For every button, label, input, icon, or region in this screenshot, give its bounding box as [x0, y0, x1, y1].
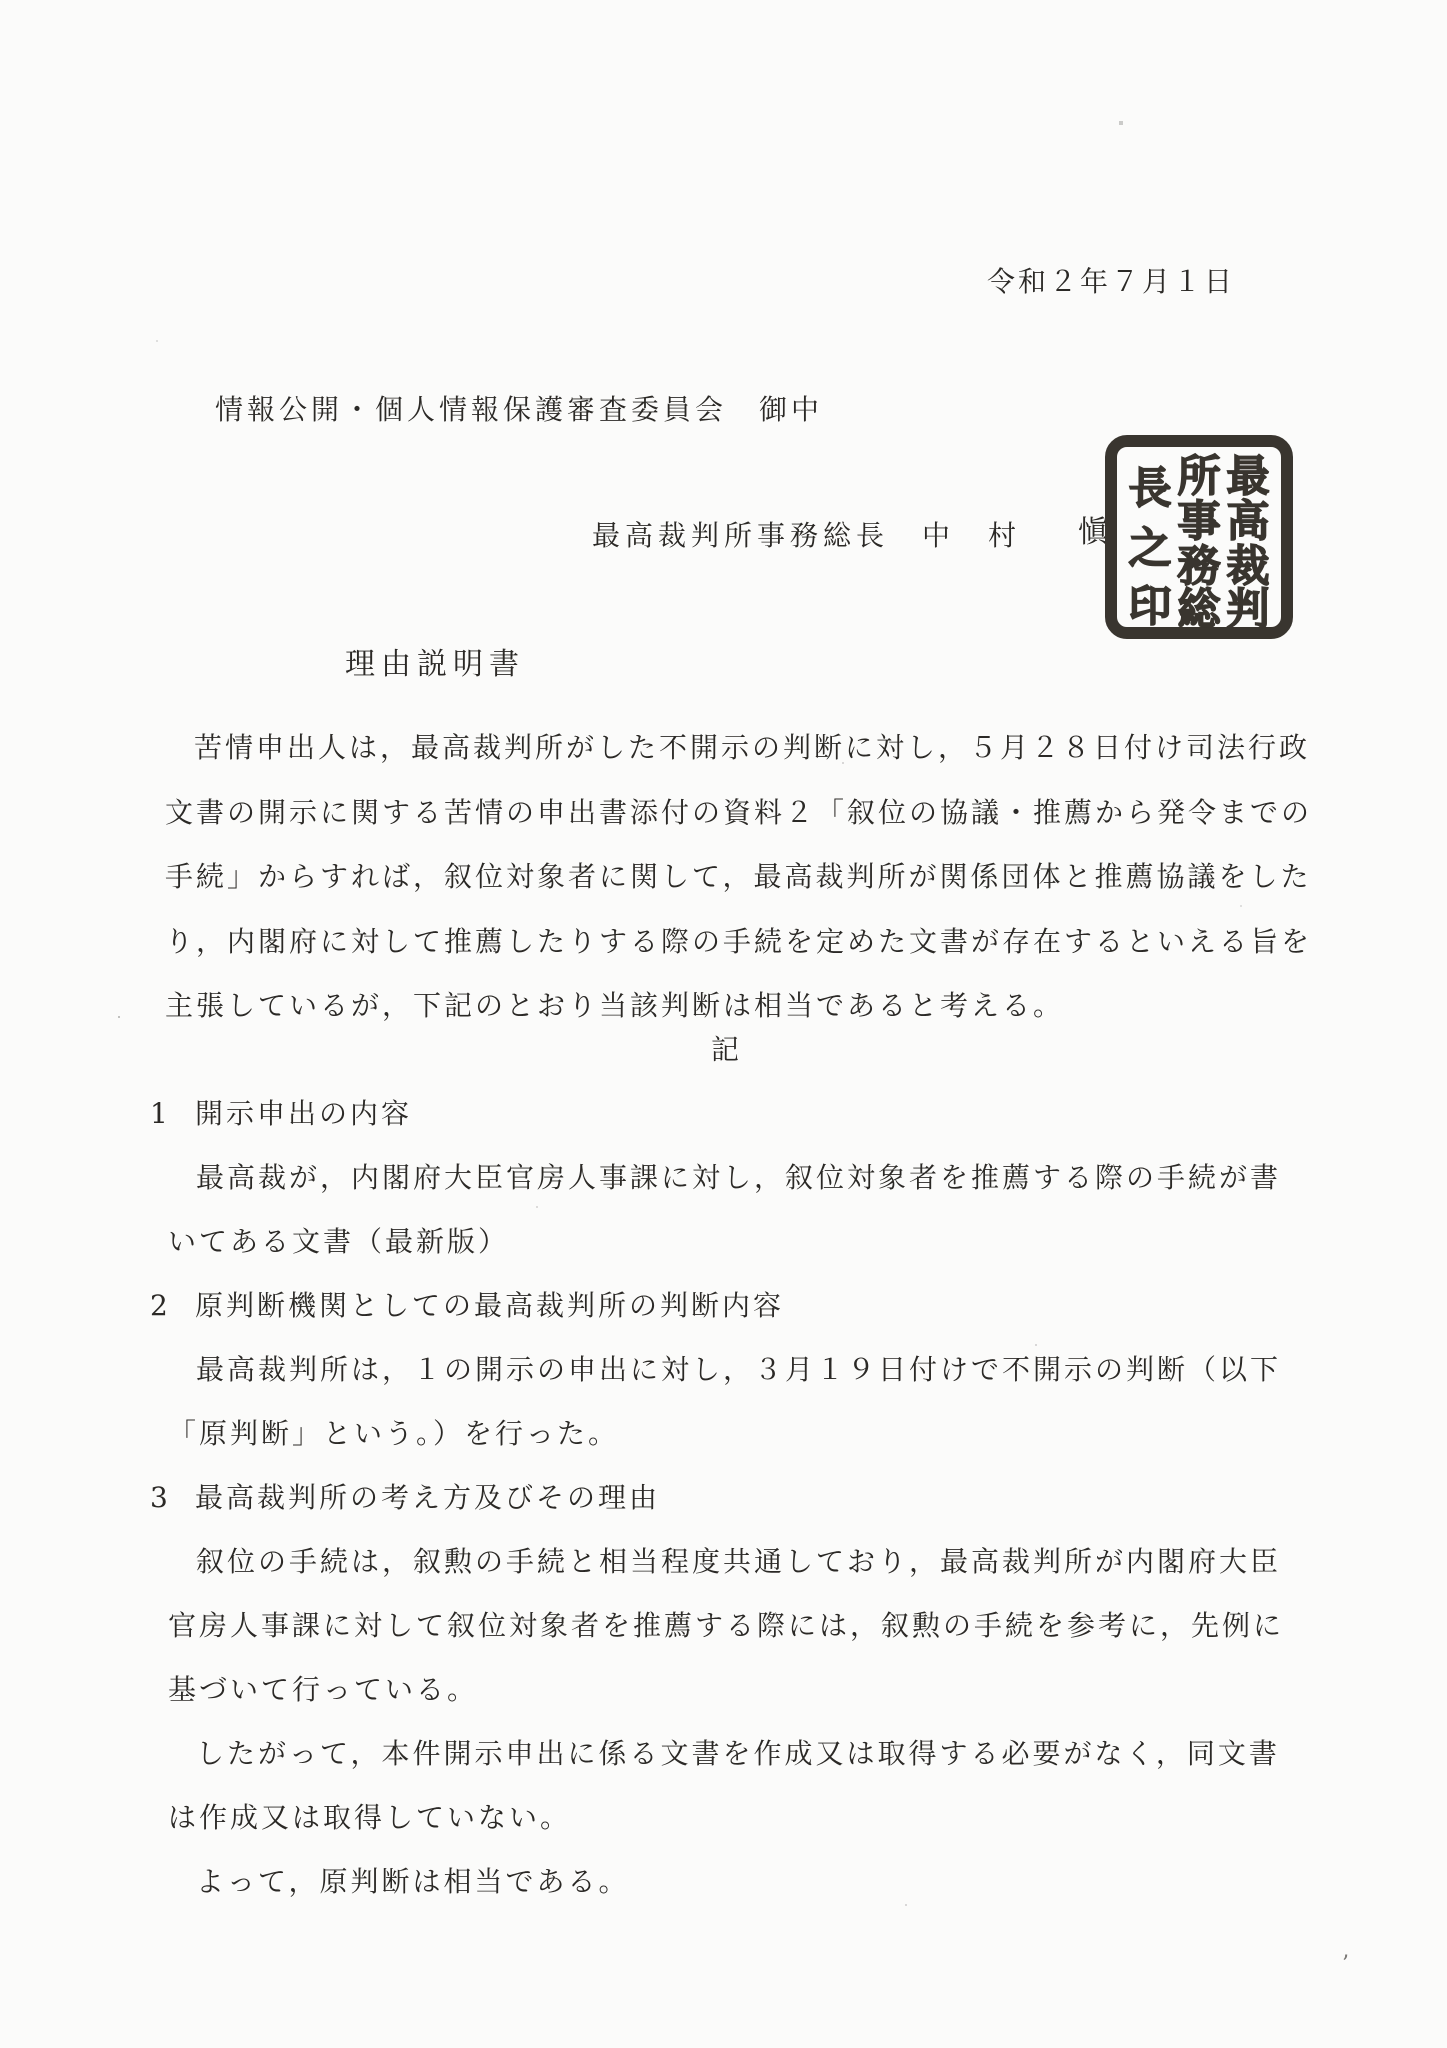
seal-graphic: [1103, 433, 1295, 641]
scan-noise-specks: [0, 0, 2, 2]
section-2-body-line: 最高裁判所は，１の開示の申出に対し，３月１９日付けで不開示の判断（以下: [196, 1353, 1282, 1386]
seal-glyph: 長: [1128, 464, 1172, 514]
section-3-number: 3: [150, 1481, 171, 1514]
official-seal-stamp: [1103, 433, 1295, 641]
section-3-body-line: 叙位の手続は，叙勲の手続と相当程度共通しており，最高裁判所が内閣府大臣: [196, 1545, 1282, 1578]
intro-line: り，内閣府に対して推薦したりする際の手続を定めた文書が存在するといえる旨を: [165, 924, 1313, 958]
section-2-number: 2: [150, 1289, 171, 1322]
section-3-body-line: は作成又は取得していない。: [168, 1801, 572, 1834]
section-3-body-line: したがって，本件開示申出に係る文書を作成又は取得する必要がなく，同文書: [196, 1737, 1280, 1770]
section-3-title: 最高裁判所の考え方及びその理由: [195, 1481, 661, 1514]
seal-glyph: 裁: [1226, 542, 1270, 592]
section-3-body-line: 基づいて行っている。: [168, 1673, 479, 1706]
section-1-body-line: いてある文書（最新版）: [168, 1225, 510, 1258]
seal-glyph: 総: [1177, 585, 1221, 635]
section-3-body-line: よって，原判断は相当である。: [196, 1865, 630, 1898]
seal-glyph: 之: [1128, 524, 1172, 574]
intro-line: 苦情申出人は，最高裁判所がした不開示の判断に対し，５月２８日付け司法行政: [194, 731, 1311, 764]
section-3-body-line: 官房人事課に対して叙位対象者を推薦する際には，叙勲の手続を参考に，先例に: [168, 1609, 1285, 1642]
seal-glyph: 事: [1177, 497, 1221, 547]
document-date: 令和２年７月１日: [986, 265, 1235, 298]
section-2-body-line: 「原判断」という。）を行った。: [168, 1417, 620, 1450]
seal-glyph: 判: [1226, 585, 1270, 635]
seal-glyph: 最: [1226, 452, 1270, 502]
section-3-heading: [150, 1481, 661, 1514]
sender-given-name: 愼: [1078, 515, 1111, 550]
section-1-body-line: 最高裁が，内閣府大臣官房人事課に対し，叙位対象者を推薦する際の手続が書: [196, 1161, 1282, 1194]
section-2-title: 原判断機関としての最高裁判所の判断内容: [195, 1289, 785, 1322]
seal-glyph: 務: [1177, 542, 1221, 592]
intro-line: 手続」からすれば，叙位対象者に関して，最高裁判所が関係団体と推薦協議をした: [165, 860, 1312, 893]
section-1-number: 1: [150, 1097, 171, 1130]
intro-line: 文書の開示に関する苦情の申出書添付の資料２「叙位の協議・推薦から発令までの: [165, 795, 1313, 829]
seal-glyph: 高: [1226, 497, 1270, 547]
intro-line: 主張しているが，下記のとおり当該判断は相当であると考える。: [165, 989, 1065, 1022]
section-1-heading: [150, 1097, 413, 1130]
section-2-heading: [150, 1289, 785, 1322]
document-title: 理由説明書: [345, 647, 525, 682]
section-1-title: 開示申出の内容: [195, 1097, 413, 1130]
ki-marker: 記: [710, 1033, 739, 1066]
seal-glyph: 所: [1177, 452, 1221, 502]
sender-title-name: 最高裁判所事務総長 中 村: [592, 519, 1022, 552]
seal-glyph: 印: [1128, 582, 1172, 632]
intro-paragraph: [165, 716, 1330, 1039]
addressee-line: 情報公開・個人情報保護審査委員会 御中: [215, 393, 824, 426]
scan-artifact-mark: ’: [1342, 1952, 1349, 1977]
